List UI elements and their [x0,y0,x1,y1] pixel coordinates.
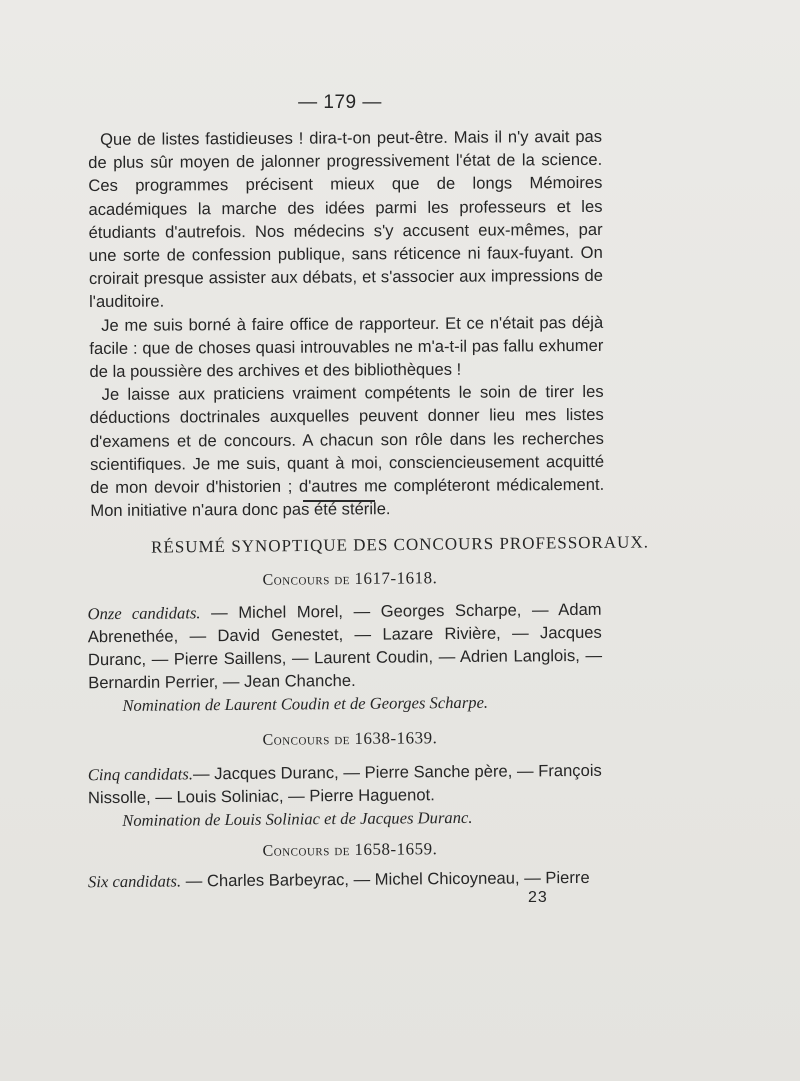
candidate-list: — Charles Barbeyrac, — Michel Chicoyneau, — Pierre [181,867,590,891]
candidate-count: Six candidats. [87,871,182,892]
concours-entry [88,598,603,717]
candidate-list: — Jacques Duranc, — Pierre Sanche père, — François Nissolle, — Louis Soliniac, — Pierre Haguenot. [87,760,602,808]
candidate-count: Onze candidats. [87,603,201,624]
intro-paragraph: Je laisse aux praticiens vraiment compétents le soin de tirer les déductions doctrinales auxquelles peuvent donner lieu mes listes d'examens et de concours. A chacun son rôle dans les recherches scientifiques. Je me suis, quant à moi, consciencieusement acquitté de mon devoir d'historien ; d'autres me compléteront médicalement. Mon initiative n'aura donc pas été stérile. [89,382,605,521]
concours-years: 1638-1639. [354,728,438,748]
concours-entry [88,866,602,893]
candidate-count: Cinq candidats. [87,764,194,785]
intro-paragraph: Je me suis borné à faire office de rapporteur. Et ce n'était pas déjà facile : que de choses quasi introuvables ne m'a-t-il pas fallu exhumer de la poussière des archives et des bibliothèques ! [89,312,604,382]
intro-text [88,125,604,523]
concours-heading [0,726,700,752]
signature-mark: 23 [528,889,548,906]
concours-years: 1658-1659. [354,839,438,859]
concours-entry [88,759,603,832]
section-divider [303,500,375,502]
concours-prefix: Concours de [262,731,351,749]
candidate-list: — Michel Morel, — Georges Scharpe, — Adam Abrenethée, — David Genestet, — Lazare Rivière, — Jacques Duranc, — Pierre Saillens, — Laurent Coudin, — Adrien Langlois, — Bernardin Perrier, — Jean Chanche. [87,599,603,693]
concours-years: 1617-1618. [354,568,438,588]
section-title: RÉSUMÉ SYNOPTIQUE DES CONCOURS PROFESSORAUX. [150,532,650,557]
concours-heading [0,837,700,863]
nomination: Nomination de Louis Soliniac et de Jacques Duranc. [122,807,473,830]
concours-heading [0,566,700,592]
page-number: — 179 — [298,92,382,113]
nomination: Nomination de Laurent Coudin et de Georges Scharpe. [122,692,489,715]
concours-prefix: Concours de [262,842,351,860]
concours-prefix: Concours de [262,571,351,589]
intro-paragraph: Que de listes fastidieuses ! dira-t-on peut-être. Mais il n'y avait pas de plus sûr moyen de jalonner progressivement l'état de la science. Ces programmes précisent mieux que de longs Mémoires académiques la marche des idées parmi les professeurs et les étudiants d'autrefois. Nos médecins s'y accusent eux-mêmes, par une sorte de confession publique, sans réticence ni faux-fuyant. On croirait presque assister aux débats, et s'associer aux impressions de l'auditoire. [88,126,603,312]
